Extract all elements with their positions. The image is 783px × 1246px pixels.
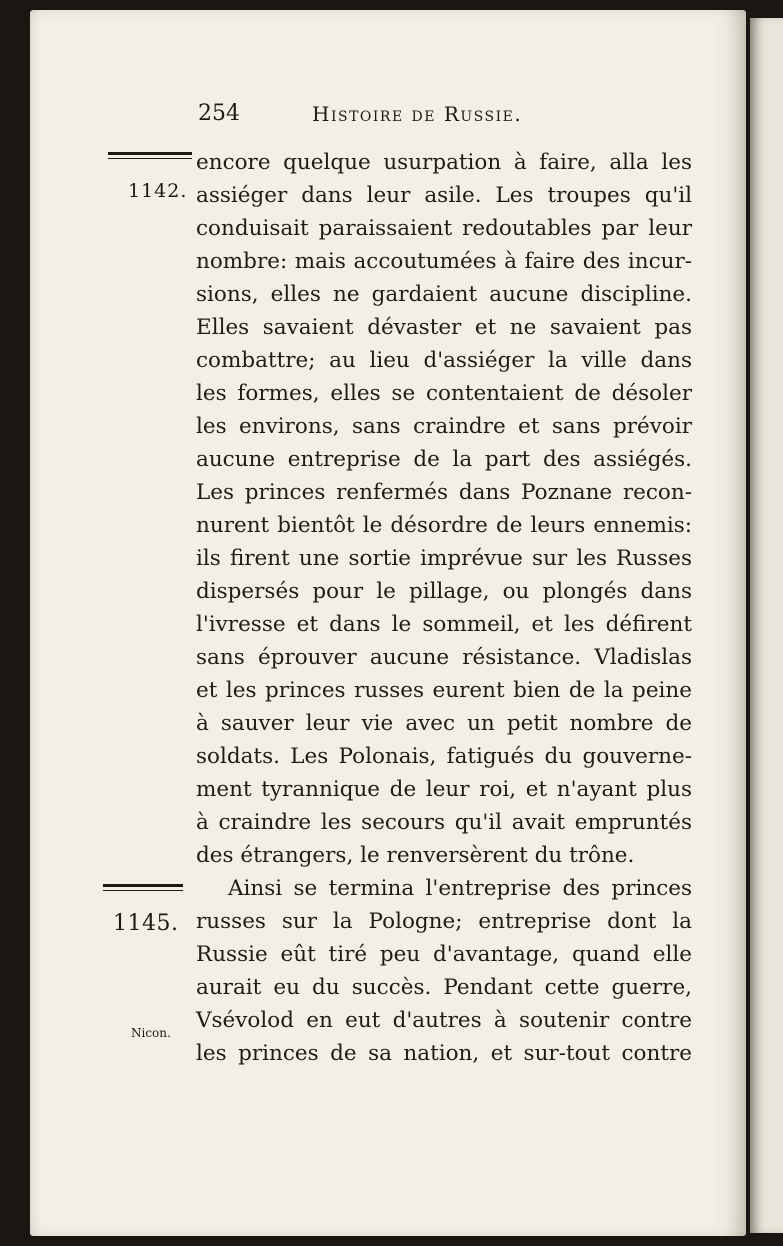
- text-line: soldats. Les Polonais, fatigués du gouverne-: [196, 744, 692, 769]
- text-line: sions, elles ne gardaient aucune discipline.: [196, 282, 692, 307]
- margin-rule: [108, 152, 192, 155]
- text-line: l'ivresse et dans le sommeil, et les défirent: [196, 612, 692, 637]
- text-line: aurait eu du succès. Pendant cette guerre,: [196, 975, 692, 1000]
- text-line: nombre: mais accoutumées à faire des incur-: [196, 249, 692, 274]
- text-line: encore quelque usurpation à faire, alla les: [196, 150, 692, 175]
- text-line: et les princes russes eurent bien de la peine: [196, 678, 692, 703]
- text-line: les environs, sans craindre et sans prévoir: [196, 414, 692, 439]
- margin-rule: [103, 884, 183, 887]
- text-line: nurent bientôt le désordre de leurs ennemis:: [196, 513, 692, 538]
- text-line: Elles savaient dévaster et ne savaient pas: [196, 315, 692, 340]
- text-line: russes sur la Pologne; entreprise dont la: [196, 909, 692, 934]
- text-line: des étrangers, le renversèrent du trône.: [196, 843, 635, 868]
- text-line: à sauver leur vie avec un petit nombre de: [196, 711, 692, 736]
- text-line: conduisait paraissaient redoutables par leur: [196, 216, 692, 241]
- page-number: 254: [198, 101, 240, 126]
- text-line: Ainsi se termina l'entreprise des princes: [228, 876, 692, 901]
- running-head: Histoire de Russie.: [312, 102, 523, 126]
- text-line: assiéger dans leur asile. Les troupes qu'il: [196, 183, 692, 208]
- text-line: ment tyrannique de leur roi, et n'ayant plus: [196, 777, 692, 802]
- adjacent-page-edge: [750, 18, 783, 1233]
- text-line: combattre; au lieu d'assiéger la ville dans: [196, 348, 692, 373]
- text-line: dispersés pour le pillage, ou plongés dans: [196, 579, 692, 604]
- text-line: Vsévolod en eut d'autres à soutenir contre: [196, 1008, 692, 1033]
- margin-source-note: Nicon.: [131, 1026, 171, 1040]
- margin-year: 1145.: [113, 911, 179, 936]
- text-line: ils firent une sortie imprévue sur les Russes: [196, 546, 692, 571]
- text-line: aucune entreprise de la part des assiégés.: [196, 447, 692, 472]
- margin-year: 1142.: [128, 180, 188, 202]
- text-line: les formes, elles se contentaient de désoler: [196, 381, 692, 406]
- text-line: Russie eût tiré peu d'avantage, quand elle: [196, 942, 692, 967]
- text-line: sans éprouver aucune résistance. Vladislas: [196, 645, 692, 670]
- text-line: à craindre les secours qu'il avait empruntés: [196, 810, 692, 835]
- text-line: les princes de sa nation, et sur-tout contre: [196, 1041, 692, 1066]
- text-line: Les princes renfermés dans Poznane recon-: [196, 480, 692, 505]
